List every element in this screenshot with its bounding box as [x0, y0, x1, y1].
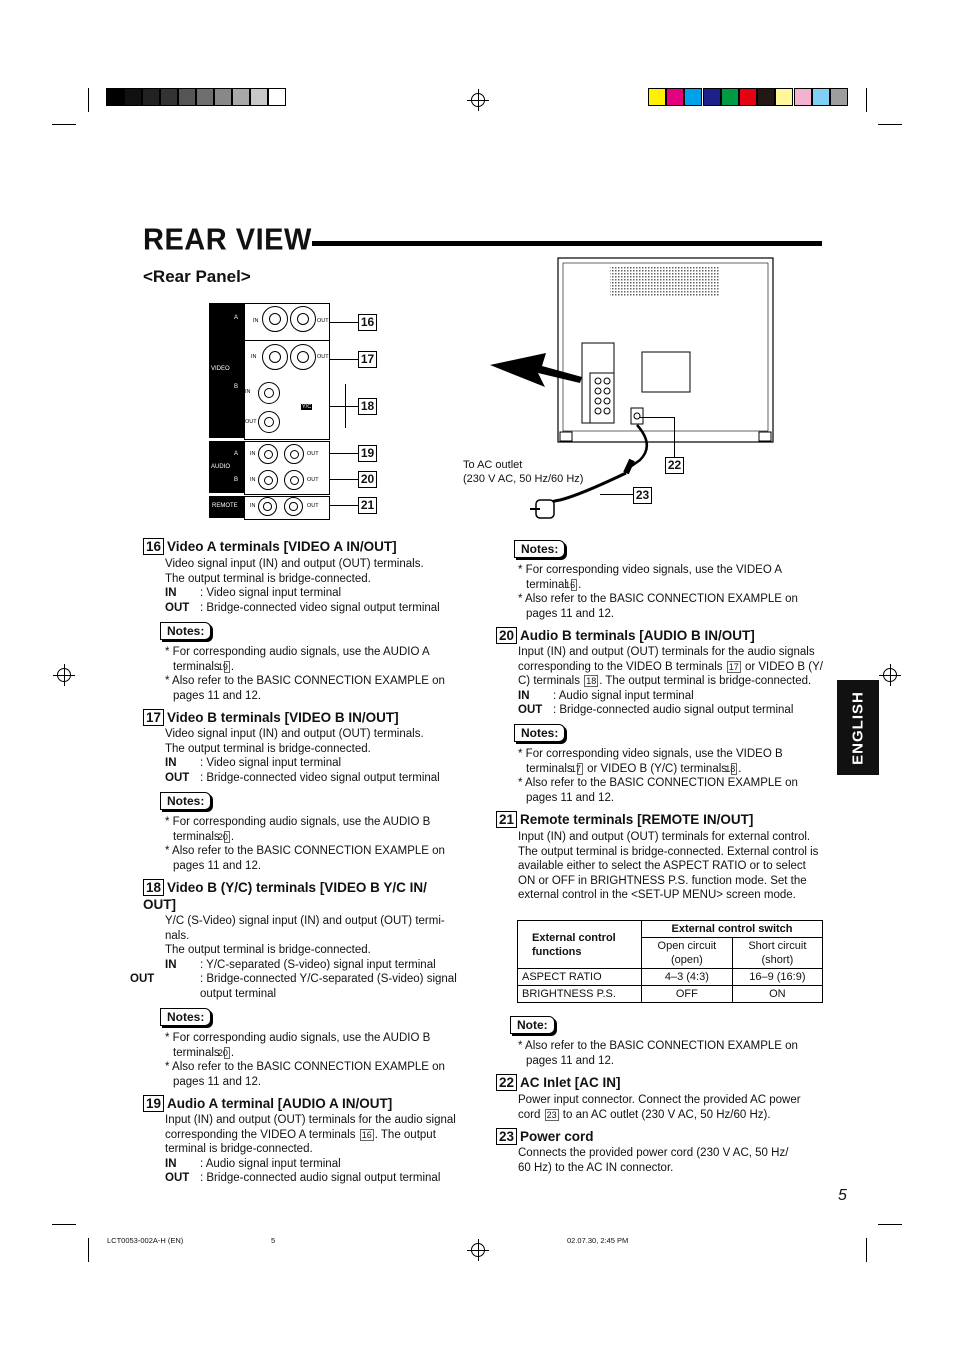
footer-page: 5 — [271, 1236, 276, 1245]
color-swatch — [648, 88, 666, 106]
callout-21: 21 — [358, 497, 377, 514]
ref-box: 18 — [586, 676, 597, 686]
table-cell: 4–3 (4:3) — [642, 969, 733, 986]
gray-swatch — [196, 88, 214, 106]
body-line: Y/C (S-Video) signal input (IN) and output (OUT) termi- nals. — [165, 915, 445, 942]
registration-target-top — [471, 93, 485, 107]
table-row — [518, 986, 823, 1003]
body-text: . The output terminal is bridge-connected. — [165, 1128, 436, 1155]
out-label: OUT — [165, 1172, 190, 1184]
section-number: 18 — [143, 879, 164, 896]
video-a-in-connector — [262, 306, 288, 332]
table-cell: ON — [732, 986, 822, 1003]
note-text: * Also refer to the BASIC CONNECTION EXAMPLE on pages 11 and 12. — [518, 777, 798, 804]
gray-swatch — [214, 88, 232, 106]
notes-tag: Notes: — [160, 792, 211, 810]
label-b: B — [234, 477, 239, 483]
note-text: terminals — [526, 762, 573, 775]
note-text: terminals — [173, 830, 220, 843]
registration-target-right — [883, 668, 897, 682]
note-text: * For corresponding video signals, use the VIDEO B — [518, 748, 783, 760]
note-text: * For corresponding video signals, use the VIDEO A — [518, 564, 783, 576]
label-in: IN — [245, 389, 251, 395]
section-18-heading — [143, 879, 463, 913]
section-number: 20 — [496, 627, 517, 644]
section-title: Video A terminals [VIDEO A IN/OUT] — [167, 539, 397, 554]
gray-swatch — [124, 88, 142, 106]
callout-17: 17 — [358, 351, 377, 368]
out-label: OUT — [518, 704, 543, 716]
in-text: : Audio signal input terminal — [200, 1157, 341, 1170]
registration-target-bottom — [471, 1243, 485, 1257]
section-21-note — [518, 1039, 818, 1068]
section-number: 19 — [143, 1095, 164, 1112]
body-line: The output terminal is bridge-connected. — [165, 742, 371, 755]
ref-box: 18 — [725, 763, 736, 774]
notes-tag: Notes: — [514, 540, 565, 558]
table-cell: 16–9 (16:9) — [732, 969, 822, 986]
note-text: or VIDEO B (Y/C) terminals — [587, 762, 728, 775]
section-23-heading — [496, 1128, 594, 1145]
section-19-body — [165, 1113, 465, 1186]
label-in: IN — [250, 451, 256, 457]
section-18-body — [130, 914, 460, 1001]
out-text: : Bridge-connected audio signal output terminal — [553, 704, 794, 716]
ref-box: 23 — [546, 1109, 557, 1120]
section-title: Video B (Y/C) terminals [VIDEO B Y/C IN/ OUT] — [143, 880, 427, 912]
body-text: Connects the provided power cord (230 V AC, 50 Hz/ 60 Hz) to the AC IN connector. — [518, 1147, 789, 1174]
page-subtitle: <Rear Panel> — [143, 267, 251, 286]
title-rule — [312, 241, 822, 246]
callout-16: 16 — [358, 314, 377, 331]
table-cell: ASPECT RATIO — [518, 969, 642, 986]
out-text: : Bridge-connected video signal output terminal — [200, 771, 440, 784]
section-20-notes: * For corresponding video signals, use the VIDEO B terminals 17 or VIDEO B (Y/C) terminals 18 . * Also refer to the BASIC CONNECTION EXAMPLE on pages 11 and 12. — [518, 747, 818, 805]
section-18-notes: * For corresponding audio signals, use the AUDIO B terminals 20 . * Also refer to the BASIC CONNECTION EXAMPLE on pages 11 and 12. — [165, 1031, 460, 1089]
note-text: * Also refer to the BASIC CONNECTION EXAMPLE on pages 11 and 12. — [165, 1061, 445, 1088]
color-swatch — [830, 88, 848, 106]
registration-target-left — [57, 668, 71, 682]
note-text: * Also refer to the BASIC CONNECTION EXAMPLE on pages 11 and 12. — [165, 675, 445, 702]
leader-23 — [600, 494, 633, 495]
label-out: OUT — [317, 354, 329, 360]
body-text: Input (IN) and output (OUT) terminals for the audio signal corresponding the VIDEO A terminals — [165, 1114, 456, 1141]
section-number: 22 — [496, 1074, 517, 1091]
section-20-heading — [496, 627, 755, 644]
page-title: REAR VIEW — [143, 223, 312, 257]
out-label: OUT — [130, 973, 155, 985]
callout-19: 19 — [358, 445, 377, 462]
color-swatch — [703, 88, 721, 106]
callout-22: 22 — [665, 457, 684, 474]
gray-swatch — [232, 88, 250, 106]
in-label: IN — [165, 587, 177, 599]
ac-outlet-note — [463, 458, 583, 486]
note-text: * Also refer to the BASIC CONNECTION EXAMPLE on pages 11 and 12. — [518, 1040, 798, 1067]
section-20-body — [518, 645, 824, 718]
out-label: OUT — [165, 771, 190, 784]
ref-box: 17 — [728, 661, 739, 672]
color-swatch — [812, 88, 830, 106]
label-b: B — [234, 384, 239, 390]
in-label: IN — [165, 757, 177, 769]
label-out: OUT — [245, 419, 257, 425]
notes-tag: Notes: — [160, 622, 211, 640]
label-out: OUT — [307, 477, 319, 483]
ref-box: 16 — [361, 1129, 372, 1140]
section-title: AC Inlet [AC IN] — [520, 1075, 621, 1090]
page-number: 5 — [838, 1187, 847, 1204]
gray-swatch — [106, 88, 124, 106]
label-a: A — [234, 315, 239, 321]
note-text: * For corresponding audio signals, use the AUDIO A — [165, 646, 430, 658]
gray-swatch — [268, 88, 286, 106]
gray-swatch — [142, 88, 160, 106]
leader-22 — [640, 417, 675, 418]
body-text: Input (IN) and output (OUT) terminals for the audio signals corresponding to the VIDEO B terminals — [518, 646, 815, 673]
table-row — [518, 969, 823, 986]
right-notes: * For corresponding video signals, use the VIDEO A terminal 16 . * Also refer to the BASIC CONNECTION EXAMPLE on pages 11 and 12. — [518, 563, 818, 621]
color-swatch — [757, 88, 775, 106]
audio-b-out-connector — [284, 470, 304, 490]
note-text: * For corresponding audio signals, use the AUDIO B — [165, 1032, 431, 1044]
label-a: A — [234, 451, 239, 457]
yc-out-connector — [258, 411, 280, 433]
body-line: Video signal input (IN) and output (OUT) terminals. — [165, 558, 424, 570]
section-title: Power cord — [520, 1129, 594, 1144]
section-19-heading — [143, 1095, 392, 1112]
note-text: * Also refer to the BASIC CONNECTION EXAMPLE on pages 11 and 12. — [518, 593, 798, 620]
label-in: IN — [250, 477, 256, 483]
body-line: The output terminal is bridge-connected. — [165, 572, 371, 585]
section-16-notes: * For corresponding audio signals, use the AUDIO A terminals 19 . * Also refer to the BASIC CONNECTION EXAMPLE on pages 11 and 12. — [165, 645, 460, 703]
table-header: Open circuit (open) — [642, 938, 733, 969]
gray-swatch — [178, 88, 196, 106]
out-text: : Bridge-connected video signal output terminal — [200, 601, 440, 614]
ac-outlet-line-1: To AC outlet — [463, 459, 523, 471]
ref-box: 16 — [565, 579, 576, 590]
video-b-in-connector — [262, 344, 288, 370]
section-16-heading — [143, 538, 397, 555]
note-text: terminals — [173, 660, 220, 673]
label-out: OUT — [307, 503, 319, 509]
table-cell: OFF — [642, 986, 733, 1003]
callout-20: 20 — [358, 471, 377, 488]
section-22-body — [518, 1093, 818, 1122]
ac-outlet-line-2: (230 V AC, 50 Hz/60 Hz) — [463, 473, 584, 485]
body-text: or VIDEO B (Y/ C) terminals — [518, 660, 823, 687]
out-text: : Bridge-connected Y/C-separated (S-video) signal output terminal — [200, 973, 457, 1000]
in-label: IN — [518, 689, 530, 702]
remote-in-connector — [258, 497, 277, 516]
body-text: Input (IN) and output (OUT) terminals for external control. The output terminal is bridge-connected. External control is available either to select the ASPECT RATIO or to select ON or OFF in BRIGHTNESS P.S. function mode. Set the external control in the <SET-UP MENU> screen mode. — [518, 831, 819, 901]
section-21-body — [518, 830, 820, 903]
in-text: : Audio signal input terminal — [553, 689, 694, 702]
callout-18: 18 — [358, 398, 377, 415]
remote-out-connector — [284, 497, 303, 516]
label-out: OUT — [317, 318, 329, 324]
section-21-heading — [496, 811, 753, 828]
section-23-body — [518, 1146, 803, 1175]
note-text: terminals — [173, 1046, 220, 1059]
ref-box: 20 — [217, 1047, 228, 1058]
in-text: : Video signal input terminal — [200, 757, 342, 769]
in-label: IN — [165, 958, 177, 971]
label-out: OUT — [307, 451, 319, 457]
video-b-out-connector — [290, 344, 316, 370]
color-swatch — [739, 88, 757, 106]
notes-tag: Notes: — [514, 724, 565, 742]
section-17-notes: * For corresponding audio signals, use the AUDIO B terminals 20 . * Also refer to the BASIC CONNECTION EXAMPLE on pages 11 and 12. — [165, 815, 460, 873]
external-control-table — [517, 920, 823, 1003]
table-cell: BRIGHTNESS P.S. — [518, 986, 642, 1003]
color-swatch — [666, 88, 684, 106]
body-text: . The output terminal is bridge-connected. — [599, 675, 812, 687]
table-header: External control functions — [518, 921, 642, 969]
callout-23: 23 — [633, 487, 652, 504]
note-tag: Note: — [510, 1016, 555, 1034]
section-number: 21 — [496, 811, 517, 828]
color-swatch — [684, 88, 702, 106]
label-remote: REMOTE — [212, 503, 238, 509]
note-text: * Also refer to the BASIC CONNECTION EXAMPLE on pages 11 and 12. — [165, 845, 445, 872]
section-17-body — [165, 727, 465, 785]
body-text: to an AC outlet (230 V AC, 50 Hz/60 Hz). — [562, 1108, 771, 1121]
out-text: : Bridge-connected audio signal output terminal — [200, 1172, 441, 1184]
label-in: IN — [250, 503, 256, 509]
section-title: Audio A terminal [AUDIO A IN/OUT] — [167, 1096, 393, 1111]
label-in: IN — [251, 354, 257, 360]
body-line: The output terminal is bridge-connected. — [165, 944, 371, 956]
gray-swatch — [160, 88, 178, 106]
ref-box: 19 — [217, 661, 228, 672]
section-title: Remote terminals [REMOTE IN/OUT] — [520, 812, 754, 827]
section-title: Video B terminals [VIDEO B IN/OUT] — [167, 710, 399, 725]
section-title: Audio B terminals [AUDIO B IN/OUT] — [520, 628, 755, 643]
out-label: OUT — [165, 601, 190, 614]
ref-box: 17 — [570, 763, 581, 774]
section-number: 23 — [496, 1128, 517, 1145]
gray-swatch — [250, 88, 268, 106]
in-label: IN — [165, 1157, 177, 1170]
footer-timestamp: 02.07.30, 2:45 PM — [567, 1236, 629, 1245]
section-number: 16 — [143, 538, 164, 555]
color-swatch — [775, 88, 793, 106]
color-swatch — [721, 88, 739, 106]
body-line: Video signal input (IN) and output (OUT) terminals. — [165, 728, 424, 740]
section-16-body — [165, 557, 465, 615]
audio-b-in-connector — [258, 470, 278, 490]
in-text: : Video signal input terminal — [200, 587, 342, 599]
video-a-out-connector — [290, 306, 316, 332]
note-text: terminal — [526, 578, 567, 591]
audio-a-in-connector — [258, 444, 278, 464]
label-yc: Y/C — [302, 404, 312, 410]
table-header: External control switch — [642, 921, 823, 938]
note-text: * For corresponding audio signals, use the AUDIO B — [165, 816, 431, 828]
body-text: Power input connector. Connect the provided AC power cord — [518, 1094, 801, 1121]
table-header: Short circuit (short) — [732, 938, 822, 969]
yc-in-connector — [258, 382, 280, 404]
section-22-heading — [496, 1074, 621, 1091]
audio-a-out-connector — [284, 444, 304, 464]
label-audio: AUDIO — [211, 464, 231, 470]
section-number: 17 — [143, 709, 164, 726]
section-17-heading — [143, 709, 399, 726]
ref-box: 20 — [217, 831, 228, 842]
language-tab-label: ENGLISH — [849, 690, 867, 765]
footer-code: LCT0053-002A-H (EN) — [107, 1236, 184, 1245]
label-video: VIDEO — [211, 366, 230, 372]
label-in: IN — [253, 318, 259, 324]
language-tab — [837, 680, 879, 775]
in-text: : Y/C-separated (S-video) signal input terminal — [200, 958, 436, 971]
notes-tag: Notes: — [160, 1008, 211, 1026]
color-swatch — [794, 88, 812, 106]
